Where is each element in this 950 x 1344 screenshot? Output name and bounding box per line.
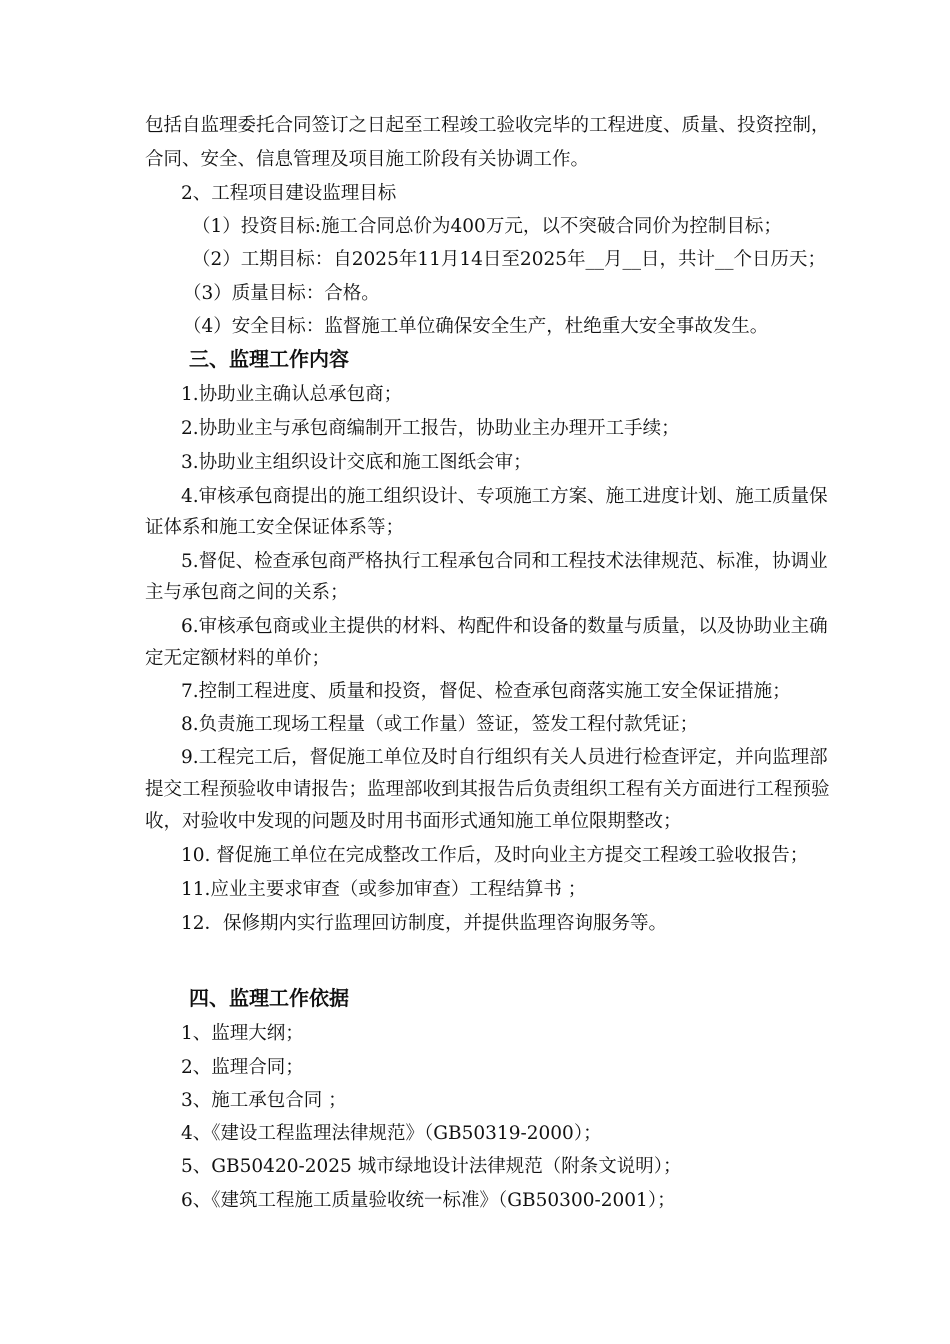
- text-line: （4）安全目标：监督施工单位确保安全生产，杜绝重大安全事故发生。: [183, 316, 769, 337]
- text-line: 12．保修期内实行监理回访制度，并提供监理咨询服务等。: [181, 913, 668, 934]
- text-line: 2、工程项目建设监理目标: [181, 183, 397, 204]
- text-line: 主与承包商之间的关系；: [145, 582, 349, 603]
- section-heading: 三、监理工作内容: [189, 347, 349, 371]
- text-line: 6、《建筑工程施工质量验收统一标准》（GB50300-2001）；: [181, 1190, 676, 1211]
- text-line: （3）质量目标：合格。: [183, 283, 380, 304]
- text-line: 1.协助业主确认总承包商；: [181, 384, 403, 405]
- text-line: 5、GB50420-2025 城市绿地设计法律规范（附条文说明）；: [181, 1156, 682, 1177]
- text-line: 7.控制工程进度、质量和投资，督促、检查承包商落实施工安全保证措施；: [181, 681, 791, 702]
- text-line: 2.协助业主与承包商编制开工报告，协助业主办理开工手续；: [181, 418, 680, 439]
- text-line: 10. 督促施工单位在完成整改工作后，及时向业主方提交工程竣工验收报告；: [181, 845, 809, 866]
- text-line: 提交工程预验收申请报告；监理部收到其报告后负责组织工程有关方面进行工程预验: [145, 779, 830, 800]
- text-line: 8.负责施工现场工程量（或工作量）签证，签发工程付款凭证；: [181, 714, 699, 735]
- text-line: （1）投资目标:施工合同总价为400万元，以不突破合同价为控制目标；: [192, 216, 782, 237]
- text-line: 包括自监理委托合同签订之日起至工程竣工验收完毕的工程进度、质量、投资控制，: [145, 115, 830, 136]
- text-line: 定无定额材料的单价；: [145, 648, 331, 669]
- text-line: 2、监理合同；: [181, 1057, 304, 1078]
- text-line: 证体系和施工安全保证体系等；: [145, 517, 405, 538]
- text-line: 5.督促、检查承包商严格执行工程承包合同和工程技术法律规范、标准，协调业: [181, 551, 828, 572]
- text-line: 合同、安全、信息管理及项目施工阶段有关协调工作。: [145, 149, 590, 170]
- text-line: （2）工期目标：自2025年11月14日至2025年__月__日，共计__个日历天；: [192, 249, 827, 270]
- text-line: 3.协助业主组织设计交底和施工图纸会审；: [181, 452, 532, 473]
- text-line: 3、施工承包合同 ；: [181, 1090, 347, 1111]
- section-heading: 四、监理工作依据: [189, 986, 349, 1010]
- text-line: 11.应业主要求审查（或参加审查）工程结算书 ；: [181, 879, 587, 900]
- text-line: 4、《建设工程监理法律规范》（GB50319-2000）；: [181, 1123, 602, 1144]
- text-line: 6.审核承包商或业主提供的材料、构配件和设备的数量与质量，以及协助业主确: [181, 616, 828, 637]
- text-line: 1、监理大纲；: [181, 1023, 304, 1044]
- text-line: 9.工程完工后，督促施工单位及时自行组织有关人员进行检查评定，并向监理部: [181, 747, 828, 768]
- text-line: 收，对验收中发现的问题及时用书面形式通知施工单位限期整改；: [145, 811, 682, 832]
- text-line: 4.审核承包商提出的施工组织设计、专项施工方案、施工进度计划、施工质量保: [181, 486, 828, 507]
